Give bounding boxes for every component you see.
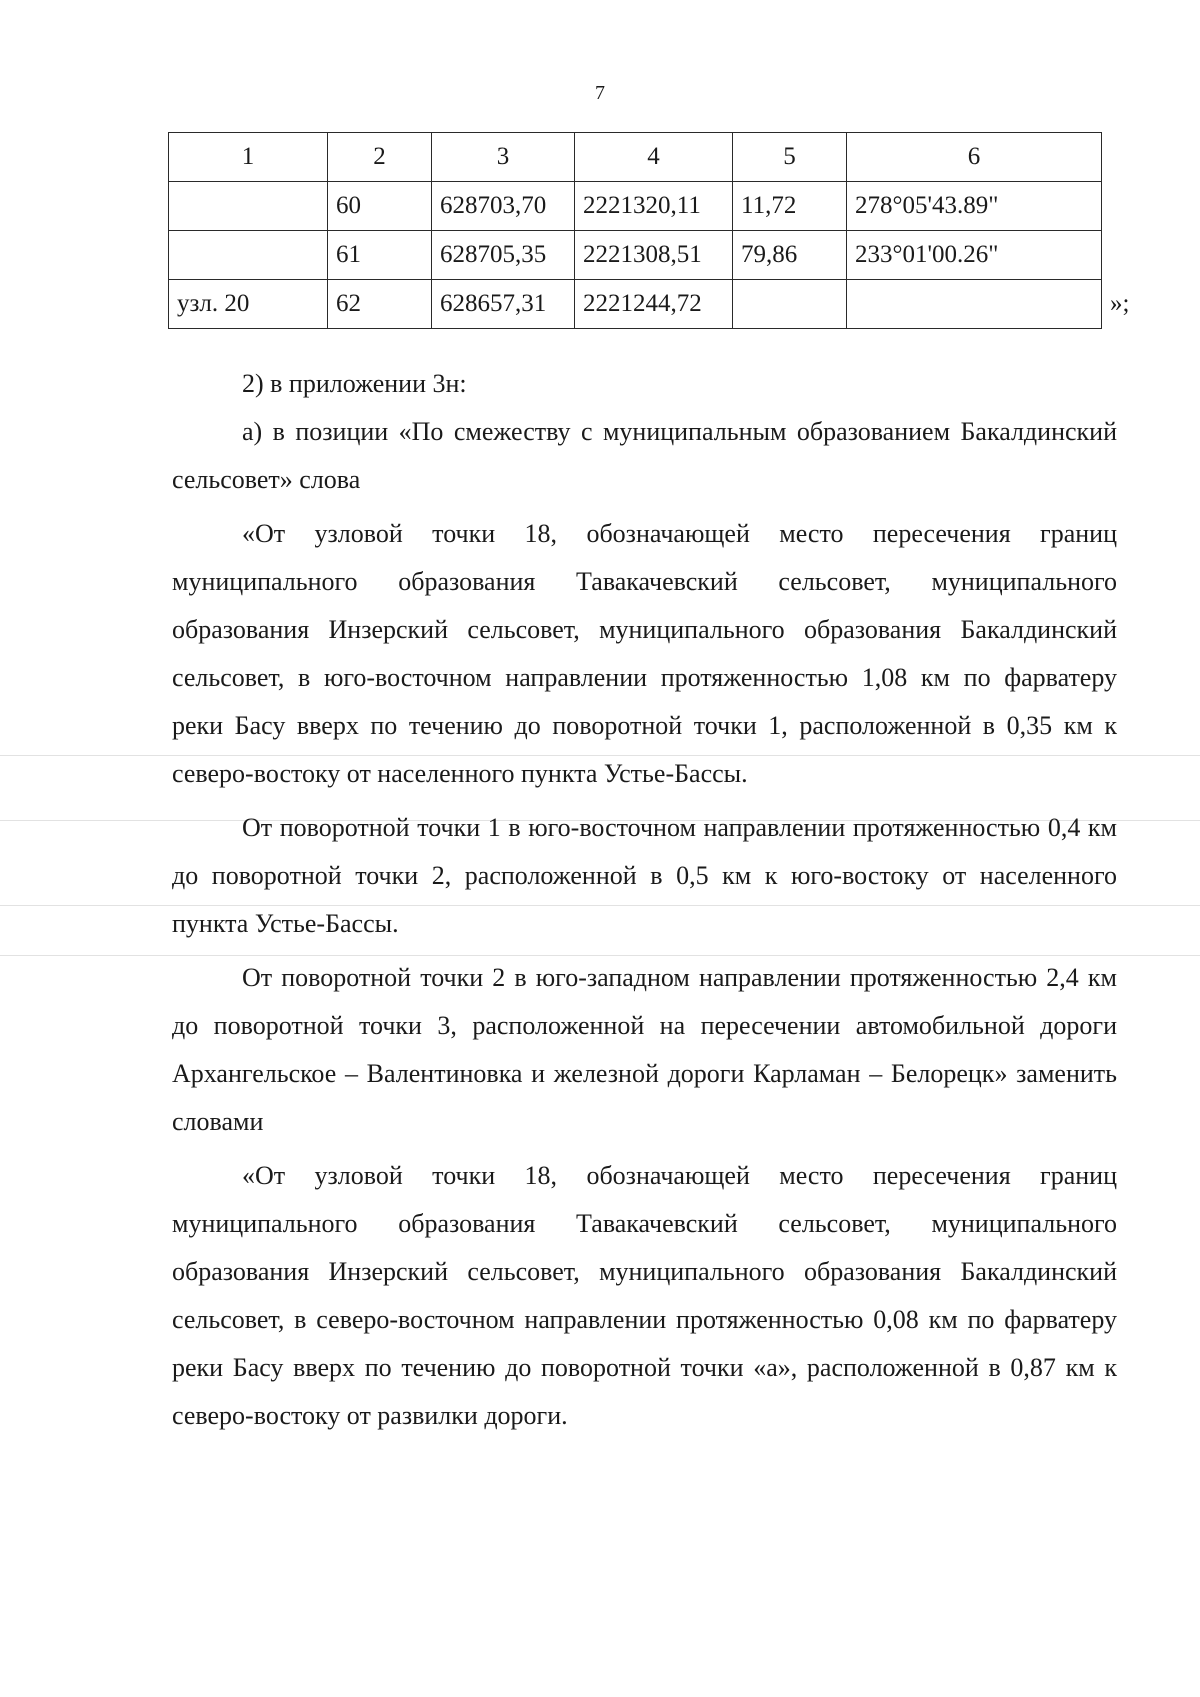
table-cell-distance: 11,72	[733, 182, 847, 231]
paragraph-position: а) в позиции «По смежеству с муниципальным образованием Бакалдинский сельсовет» слова	[172, 417, 1117, 494]
table-cell-distance: 79,86	[733, 231, 847, 280]
paragraph-point-1: От поворотной точки 1 в юго-восточном направлении протяженностью 0,4 км до поворотной точки 2, расположенной в 0,5 км к юго-востоку от населенного пункта Устье-Бассы.	[172, 813, 1117, 938]
document-body	[172, 360, 1117, 1440]
coordinates-table	[168, 132, 1102, 329]
table-header-cell: 4	[575, 133, 733, 182]
paragraph-point-2: От поворотной точки 2 в юго-западном направлении протяженностью 2,4 км до поворотной точки 3, расположенной на пересечении автомобильной дороги Архангельское – Валентиновка и железной дороги Карламан – Белорецк» заменить словами	[172, 963, 1117, 1136]
table-cell-angle: 233°01'00.26"	[847, 231, 1102, 280]
table-cell-y: 2221320,11	[575, 182, 733, 231]
table-cell-node	[169, 182, 328, 231]
paragraph-old-text: «От узловой точки 18, обозначающей место пересечения границ муниципального образования Тавакачевский сельсовет, муниципального образования Инзерский сельсовет, муниципального образования Бакалдинский сельсовет, в юго-восточном направлении протяженностью 1,08 км по фарватеру реки Басу вверх по течению до поворотной точки 1, расположенной в 0,35 км к северо-востоку от населенного пункта Устье-Бассы.	[172, 519, 1117, 788]
table-header-cell: 1	[169, 133, 328, 182]
table-cell-node: узл. 20	[169, 280, 328, 329]
page-number: 7	[595, 82, 605, 104]
table-cell-node	[169, 231, 328, 280]
table-header-cell: 3	[432, 133, 575, 182]
table-row	[169, 231, 1102, 280]
table-cell-x: 628657,31	[432, 280, 575, 329]
table-cell-point: 62	[328, 280, 432, 329]
table-row	[169, 182, 1102, 231]
closing-quote-mark: »;	[1110, 290, 1130, 317]
table-cell-y: 2221244,72	[575, 280, 733, 329]
table-cell-angle: 278°05'43.89"	[847, 182, 1102, 231]
table-row	[169, 280, 1102, 329]
table-header-row	[169, 133, 1102, 182]
table-cell-point: 60	[328, 182, 432, 231]
table-cell-angle	[847, 280, 1102, 329]
table-header-cell: 2	[328, 133, 432, 182]
table-cell-point: 61	[328, 231, 432, 280]
table-cell-distance	[733, 280, 847, 329]
table-cell-x: 628703,70	[432, 182, 575, 231]
paragraph-new-text: «От узловой точки 18, обозначающей место пересечения границ муниципального образования Тавакачевский сельсовет, муниципального образования Инзерский сельсовет, муниципального образования Бакалдинский сельсовет, в северо-восточном направлении протяженностью 0,08 км по фарватеру реки Басу вверх по течению до поворотной точки «а», расположенной в 0,87 км к северо-востоку от развилки дороги.	[172, 1161, 1117, 1430]
paragraph-appendix: 2) в приложении 3н:	[242, 369, 467, 398]
table-header-cell: 6	[847, 133, 1102, 182]
table-cell-x: 628705,35	[432, 231, 575, 280]
table-cell-y: 2221308,51	[575, 231, 733, 280]
table-header-cell: 5	[733, 133, 847, 182]
